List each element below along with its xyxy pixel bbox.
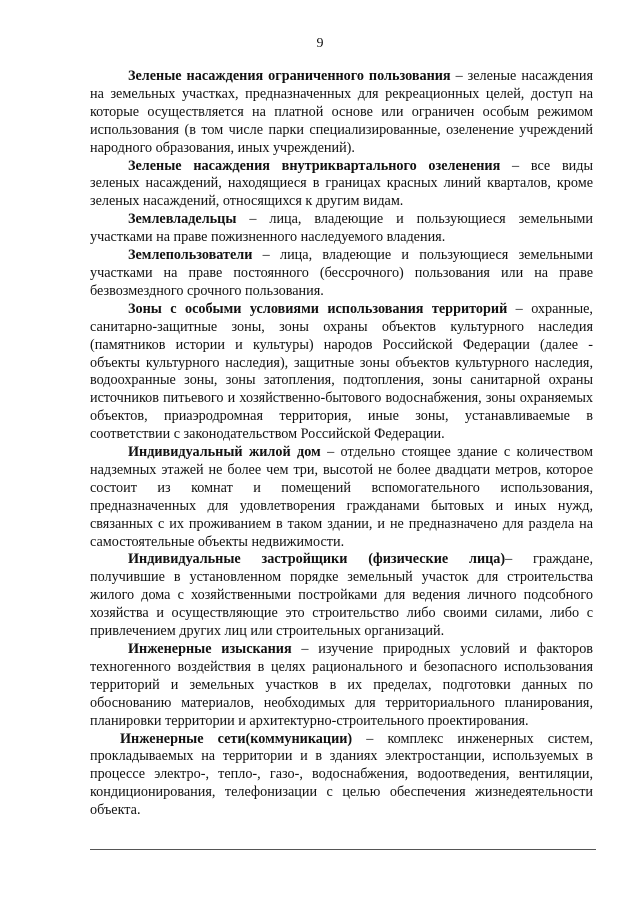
definition-paragraph bbox=[90, 158, 593, 212]
definition-paragraph bbox=[90, 444, 593, 551]
definition-term: Индивидуальные застройщики (физические лица) bbox=[128, 551, 506, 568]
definition-term: Индивидуальный жилой дом bbox=[128, 444, 321, 461]
definition-term: Землевладельцы bbox=[128, 211, 237, 228]
document-body bbox=[90, 68, 593, 820]
definition-term: Зоны с особыми условиями использования территорий bbox=[128, 300, 508, 317]
definition-text: – все виды зеленых насаждений, находящиеся в границах красных линий кварталов, кроме зеленых насаждений, относящихся к другим видам. bbox=[90, 157, 593, 210]
definition-paragraph bbox=[90, 301, 593, 444]
definition-text: – лица, владеющие и пользующиеся земельными участками на праве пожизненного наследуемого владения. bbox=[90, 211, 593, 246]
definition-text: – охранные, санитарно-защитные зоны, зоны охраны объектов культурного наследия (памятников истории и культуры) народов Российской Федерации (далее - объекты культурного наследия), защитные зоны объектов культурного наследия, водоохранные зоны, зоны затопления, подтопления, зоны санитарной охраны источников питьевого и хозяйственно-бытового водоснабжения, зоны охраняемых объектов, приаэродромная территория, иные зоны, устанавливаемые в соответствии с законодательством Российской Федерации. bbox=[90, 300, 593, 443]
definition-text: – отдельно стоящее здание с количеством надземных этажей не более чем три, высотой не более двадцати метров, которое состоит из комнат и помещений вспомогательного использования, предназначенных для удовлетворения гражданами бытовых и иных нужд, связанных с их проживанием в таком здании, и не предназначено для раздела на самостоятельные объекты недвижимости. bbox=[90, 444, 593, 550]
definition-term: Землепользователи bbox=[128, 247, 253, 264]
page-number: 9 bbox=[316, 36, 324, 51]
definition-paragraph bbox=[90, 551, 593, 641]
definition-text: – лица, владеющие и пользующиеся земельными участками на праве постоянного (бессрочного) пользования или на праве безвозмездного срочного пользования. bbox=[90, 247, 593, 299]
definition-term: Зеленые насаждения внутриквартального озеленения bbox=[128, 157, 501, 174]
definition-paragraph bbox=[90, 68, 593, 158]
definition-text: – комплекс инженерных систем, прокладываемых на территории и в зданиях электростанции, используемых в процессе электро-, тепло-, газо-, водоснабжения, водоотведения, вентиляции, кондиционирования, телефонизации с целью обеспечения жизнедеятельности объекта. bbox=[90, 730, 593, 819]
definition-text: – граждане, получившие в установленном порядке земельный участок для строительства жилого дома с хозяйственными постройками для ведения личного подсобного хозяйства и осуществляющие это строительство либо своими силами, либо с привлечением других лиц или строительных организаций. bbox=[90, 551, 593, 640]
definition-paragraph bbox=[90, 641, 593, 731]
definition-paragraph bbox=[90, 731, 593, 821]
definition-term: Зеленые насаждения ограниченного пользования bbox=[128, 68, 451, 84]
definition-text: – зеленые насаждения на земельных участках, предназначенных для рекреационных целей, доступ на которые осуществляется на платной основе или ограничен особым режимом использования (в том числе парки специализированные, озеленение учреждений народного образования, иных учреждений). bbox=[90, 68, 594, 156]
footer-divider bbox=[90, 849, 596, 850]
definition-term: Инженерные сети(коммуникации) bbox=[120, 730, 353, 747]
definition-paragraph bbox=[90, 211, 593, 247]
definition-term: Инженерные изыскания bbox=[128, 641, 292, 657]
definition-paragraph bbox=[90, 247, 593, 301]
definition-text: – изучение природных условий и факторов техногенного воздействия в целях рационального и безопасного использования территорий и земельных участков в их пределах, подготовки данных по обоснованию материалов, необходимых для территориального планирования, планировки территории и архитектурно-строительного проектирования. bbox=[90, 641, 593, 729]
